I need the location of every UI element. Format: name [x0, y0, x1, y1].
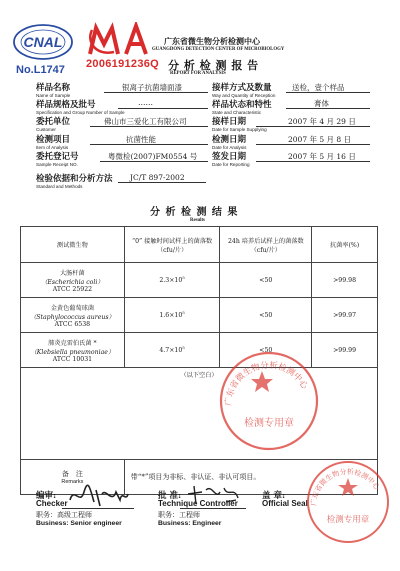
h24-count-cell: <50 [220, 263, 312, 298]
controller-label-en: Technique Controller [158, 499, 238, 508]
date-supply-value: 2007 年 4 月 29 日 [288, 117, 356, 126]
checker-label-en: Checker [36, 499, 68, 508]
stamp-ring-text: 广东省微生物分析检测中心 [223, 360, 310, 407]
zero-count-exp: 5 [182, 310, 185, 316]
org-name-zh: 广东省微生物分析检测中心 [164, 36, 260, 46]
blank-note: （以下空白） [21, 368, 378, 460]
item-value: 抗菌性能 [126, 135, 156, 144]
microbe-latin: （Klebsiella pneumoniae） [30, 348, 115, 356]
h24-count-cell: <50 [220, 298, 312, 333]
date-analysis-label-en: Date for Analysis [212, 145, 247, 150]
table-row [21, 263, 378, 298]
reception-label: 接样方式及数量 [212, 83, 272, 93]
results-header-row [21, 227, 378, 263]
zero-count: 4.7×10 [159, 347, 183, 355]
zero-count-exp: 5 [182, 275, 185, 281]
checker-label: 编审: [36, 491, 57, 501]
controller-signature [184, 482, 242, 508]
date-report-value: 2007 年 5 月 16 日 [288, 152, 356, 161]
cnal-number: No.L1747 [16, 64, 65, 76]
header-microbe: 测试微生物 [21, 227, 125, 263]
header-rate: 抗菌率(%) [312, 227, 378, 263]
results-title: 分 析 检 测 结 果 [150, 207, 239, 218]
state-label-en: State and Characteristic [212, 110, 262, 115]
stamp-center-text: 检测专用章 [244, 418, 294, 429]
customer-label-en: Customer [36, 127, 56, 132]
microbe-latin: （Staphylococcus aureus） [30, 313, 115, 321]
seal-label: 盖 章: [262, 491, 286, 501]
receipt-label: 委托登记号 [36, 152, 79, 162]
spec-label-en: Specification and Group Number of Sample [36, 110, 125, 115]
svg-text:CNAL: CNAL [23, 34, 63, 50]
zero-count-cell [124, 298, 220, 333]
receipt-value: 粤微检(2007)FM0554 号 [108, 152, 198, 161]
zero-count-cell [124, 263, 220, 298]
header-zero-time: “0” 接触时间试样上的菌落数（cfu/片） [124, 227, 220, 263]
report-title-en: REPORT FOR ANALYSIS [170, 71, 226, 76]
zero-count: 1.6×10 [159, 312, 183, 320]
rate-cell: >99.98 [312, 263, 378, 298]
sample-name-label-en: Name of Sample [36, 93, 71, 98]
table-row [21, 298, 378, 333]
rate-cell: >99.99 [312, 333, 378, 368]
microbe-atcc: ATCC 6538 [54, 320, 91, 328]
sample-name-label: 样品名称 [36, 83, 71, 93]
org-name-en: GUANGDONG DETECTION CENTER OF MICROBIOLOGY [152, 47, 285, 52]
results-table [20, 226, 378, 495]
microbe-cell [21, 298, 125, 333]
h24-count-cell: <50 [220, 333, 312, 368]
microbe-name: 金黄色葡萄球菌 [50, 304, 95, 312]
microbe-atcc: ATCC 25922 [52, 285, 93, 293]
microbe-latin: （Escherichia coli） [41, 278, 104, 286]
spec-label: 样品规格及批号 [36, 100, 96, 110]
microbe-cell [21, 263, 125, 298]
state-value: 膏体 [314, 99, 329, 108]
header-24h: 24h 培养后试样上的菌落数（cfu/片） [220, 227, 312, 263]
reception-value: 送检，壹个样品 [292, 83, 345, 92]
cma-number: 2006191236Q [86, 58, 160, 70]
method-label-en: Standard and Methods [36, 184, 83, 189]
customer-value: 佛山市三爱化工有限公司 [104, 117, 187, 126]
method-value: JC/T 897-2002 [130, 173, 185, 182]
reception-label-en: Way and Quantity of Reception [212, 93, 276, 98]
method-label: 检验依据和分析方法 [36, 174, 113, 184]
state-label: 样品状态和特性 [212, 100, 272, 110]
seal-ring-text: 广东省微生物分析检测中心 [309, 467, 381, 507]
controller-title-zh: 职务：工程师 [158, 511, 200, 519]
zero-count: 2.3×10 [159, 277, 183, 285]
cma-logo [86, 22, 150, 58]
report-title-zh: 分 析 检 测 报 告 [168, 59, 259, 72]
microbe-name: 肺炎克雷伯氏菌 * [48, 339, 97, 347]
controller-label: 批 准: [158, 491, 182, 501]
date-report-label: 签发日期 [212, 152, 247, 162]
official-stamp [214, 346, 324, 456]
zero-count-cell [124, 333, 220, 368]
results-title-en: Results [190, 218, 205, 223]
seal-stamp [302, 456, 394, 548]
remarks-label-zh: 备 注 [61, 470, 83, 478]
date-analysis-value: 2007 年 5 月 8 日 [288, 135, 352, 144]
microbe-cell [21, 333, 125, 368]
seal-label-en: Official Seal [262, 499, 308, 508]
remarks-label-en: Remarks [61, 479, 84, 485]
controller-title-en: Business: Engineer [158, 520, 222, 527]
item-label-en: Item of Analysis [36, 145, 69, 150]
microbe-name: 大肠杆菌 [60, 269, 85, 277]
checker-title-en: Business: Senior engineer [36, 520, 122, 527]
remarks-text: 带“*”项目为非标、非认证、非认可项目。 [124, 460, 377, 495]
date-supply-label: 接样日期 [212, 117, 247, 127]
spec-value: …… [138, 98, 153, 107]
rate-cell: >99.97 [312, 298, 378, 333]
checker-title-zh: 职务：高级工程师 [36, 511, 92, 519]
cnal-logo [12, 22, 74, 62]
date-analysis-label: 检测日期 [212, 135, 247, 145]
date-report-label-en: Date for Reporting [212, 162, 250, 167]
date-supply-label-en: Date for Sample Supplying [212, 127, 267, 132]
sample-name-value: 银离子抗菌墙面漆 [122, 83, 182, 92]
receipt-label-en: Sample Receipt NO. [36, 162, 78, 167]
zero-count-exp: 5 [182, 345, 185, 351]
checker-signature [66, 482, 132, 510]
item-label: 检测项目 [36, 135, 71, 145]
microbe-atcc: ATCC 10031 [52, 355, 93, 363]
customer-label: 委托单位 [36, 117, 71, 127]
seal-center-text: 检测专用章 [326, 515, 370, 525]
